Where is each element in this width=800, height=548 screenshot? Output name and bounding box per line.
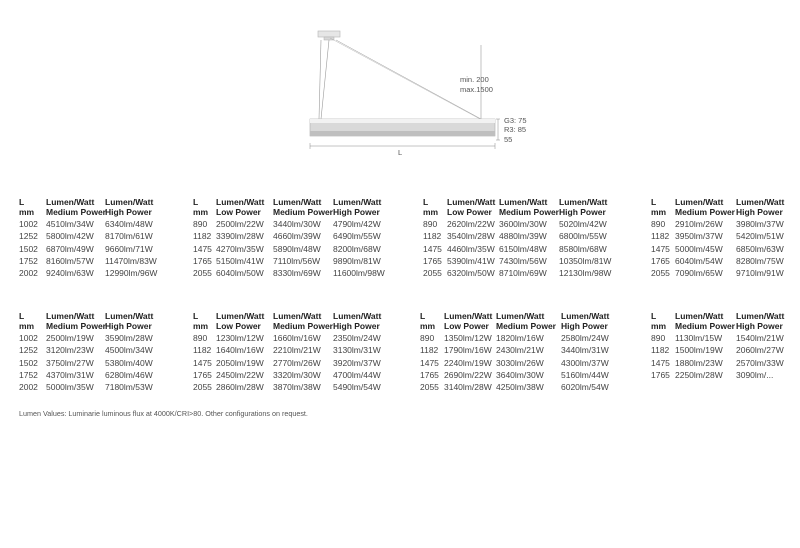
column-header-line2: Medium Power <box>496 321 556 331</box>
column-header <box>273 311 333 331</box>
lumen-watt-cell: 10350lm/81W <box>559 255 612 266</box>
lumen-watt-cell: 2690lm/22W <box>444 369 492 380</box>
lumen-watt-cell: 5000lm/35W <box>46 382 94 393</box>
column-header <box>19 311 34 331</box>
lumen-watt-cell: 9710lm/91W <box>736 268 784 279</box>
column-header-line2: mm <box>423 207 439 217</box>
column-header-line1: Lumen/Watt <box>675 311 724 321</box>
column-header-line1: Lumen/Watt <box>105 311 154 321</box>
lumen-watt-cell: 5800lm/42W <box>46 231 94 242</box>
lumen-watt-cell: 3090lm/... <box>736 369 774 380</box>
length-cell: 1475 <box>651 357 670 368</box>
lumen-watt-cell: 8580lm/68W <box>559 243 607 254</box>
column-header <box>444 311 492 331</box>
lumen-watt-cell: 3600lm/30W <box>499 219 547 229</box>
column-header <box>423 197 438 217</box>
length-cell: 1765 <box>193 369 212 380</box>
column-header-line2: Medium Power <box>273 207 333 217</box>
lumen-watt-cell: 8170lm/61W <box>105 231 153 242</box>
lumen-watt-cell: 4370lm/31W <box>46 369 94 380</box>
length-cell: 890 <box>193 219 208 229</box>
length-cell: 890 <box>193 333 208 343</box>
length-cell: 2002 <box>19 382 38 393</box>
column-header-line1: Lumen/Watt <box>333 197 382 207</box>
length-label: L <box>398 148 403 157</box>
column-header-line1: L <box>651 197 657 207</box>
length-cell: 1752 <box>19 255 38 266</box>
column-header-line2: mm <box>651 207 667 217</box>
lumen-watt-cell: 9240lm/63W <box>46 268 94 279</box>
luminaire-drawing <box>300 25 530 165</box>
column-header-line1: Lumen/Watt <box>46 197 95 207</box>
column-header-line1: Lumen/Watt <box>216 197 265 207</box>
lumen-watt-cell: 2050lm/19W <box>216 357 264 368</box>
column-header-line1: L <box>423 197 429 207</box>
column-header-line2: Low Power <box>444 321 489 331</box>
lumen-watt-cell: 6280lm/46W <box>105 369 153 380</box>
column-header-line2: mm <box>420 321 436 331</box>
column-header-line1: Lumen/Watt <box>675 197 724 207</box>
column-header-line2: High Power <box>736 207 783 217</box>
column-header-line1: Lumen/Watt <box>736 311 785 321</box>
column-header-line2: High Power <box>333 207 380 217</box>
column-header-line2: mm <box>193 321 209 331</box>
lumen-watt-cell: 4510lm/34W <box>46 219 94 229</box>
lumen-watt-cell: 7090lm/65W <box>675 268 723 279</box>
lumen-watt-cell: 1790lm/16W <box>444 345 492 356</box>
column-header-line1: L <box>193 197 199 207</box>
column-header-line1: L <box>651 311 657 321</box>
min-height-label: min. 200 <box>460 75 489 84</box>
lumen-watt-cell: 3540lm/28W <box>447 231 495 242</box>
lumen-watt-cell: 6020lm/54W <box>561 382 609 393</box>
column-header-line2: High Power <box>333 321 380 331</box>
length-cell: 1182 <box>423 231 442 242</box>
lumen-watt-cell: 4660lm/39W <box>273 231 321 242</box>
lumen-watt-cell: 2770lm/26W <box>273 357 321 368</box>
lumen-watt-cell: 9890lm/81W <box>333 255 381 266</box>
column-header-line1: Lumen/Watt <box>216 311 265 321</box>
lumen-watt-cell: 2350lm/24W <box>333 333 381 343</box>
lumen-watt-cell: 4700lm/44W <box>333 369 381 380</box>
length-cell: 1182 <box>193 231 212 242</box>
lumen-watt-cell: 3980lm/37W <box>736 219 784 229</box>
lumen-watt-cell: 3590lm/28W <box>105 333 153 343</box>
lumen-watt-cell: 3120lm/23W <box>46 345 94 356</box>
length-cell: 1182 <box>651 345 670 356</box>
column-header <box>675 311 735 331</box>
lumen-watt-cell: 3390lm/28W <box>216 231 264 242</box>
lumen-watt-cell: 4460lm/35W <box>447 243 495 254</box>
column-header-line1: Lumen/Watt <box>444 311 493 321</box>
column-header <box>216 197 264 217</box>
lumen-watt-cell: 1130lm/15W <box>675 333 723 343</box>
column-header-line1: Lumen/Watt <box>559 197 608 207</box>
lumen-watt-cell: 4250lm/38W <box>496 382 544 393</box>
column-header <box>675 197 735 217</box>
column-header <box>333 311 381 331</box>
lumen-watt-cell: 11600lm/98W <box>333 268 385 279</box>
column-header-line2: Low Power <box>447 207 492 217</box>
column-header <box>651 197 666 217</box>
lumen-watt-cell: 6490lm/55W <box>333 231 381 242</box>
lumen-watt-cell: 6320lm/50W <box>447 268 495 279</box>
column-header-line2: High Power <box>105 321 152 331</box>
lumen-watt-cell: 3140lm/28W <box>444 382 492 393</box>
column-header-line1: Lumen/Watt <box>447 197 496 207</box>
length-cell: 890 <box>420 333 435 343</box>
lumen-watt-cell: 5160lm/44W <box>561 369 609 380</box>
lumen-watt-cell: 3950lm/37W <box>675 231 723 242</box>
column-header <box>651 311 666 331</box>
lumen-watt-cell: 5490lm/54W <box>333 382 381 393</box>
length-cell: 1475 <box>651 243 670 254</box>
column-header-line1: L <box>420 311 426 321</box>
column-header-line1: Lumen/Watt <box>273 311 322 321</box>
lumen-footnote: Lumen Values: Luminarie luminous flux at 4000K/CRI>80. Other configurations on request. <box>19 409 308 418</box>
column-header <box>105 311 153 331</box>
length-cell: 1475 <box>423 243 442 254</box>
lumen-watt-cell: 3870lm/38W <box>273 382 321 393</box>
length-cell: 1765 <box>651 255 670 266</box>
lumen-watt-cell: 4500lm/34W <box>105 345 153 356</box>
length-cell: 1475 <box>193 243 212 254</box>
column-header-line2: Low Power <box>216 321 261 331</box>
column-header-line2: High Power <box>105 207 152 217</box>
lumen-watt-cell: 1820lm/16W <box>496 333 544 343</box>
lumen-watt-cell: 3750lm/27W <box>46 357 94 368</box>
lumen-watt-cell: 1230lm/12W <box>216 333 264 343</box>
length-cell: 890 <box>423 219 438 229</box>
column-header <box>193 197 208 217</box>
lumen-watt-cell: 6870lm/49W <box>46 243 94 254</box>
lumen-watt-cell: 2620lm/22W <box>447 219 495 229</box>
column-header <box>499 197 559 217</box>
column-header-line2: mm <box>193 207 209 217</box>
lumen-watt-cell: 3130lm/31W <box>333 345 381 356</box>
column-header-line1: L <box>193 311 199 321</box>
lumen-watt-cell: 7180lm/53W <box>105 382 153 393</box>
length-cell: 2055 <box>420 382 439 393</box>
length-cell: 1002 <box>19 333 38 343</box>
column-header-line2: mm <box>651 321 667 331</box>
lumen-watt-cell: 2450lm/22W <box>216 369 264 380</box>
column-header-line2: mm <box>19 321 35 331</box>
length-cell: 1002 <box>19 219 38 229</box>
lumen-watt-cell: 3030lm/26W <box>496 357 544 368</box>
length-cell: 1752 <box>19 369 38 380</box>
column-header <box>19 197 34 217</box>
length-cell: 2055 <box>193 268 212 279</box>
column-header-line2: Medium Power <box>273 321 333 331</box>
height-55-label: 55 <box>504 135 513 144</box>
lumen-watt-cell: 8200lm/68W <box>333 243 381 254</box>
lumen-watt-cell: 6340lm/48W <box>105 219 153 229</box>
column-header <box>333 197 381 217</box>
lumen-watt-cell: 1540lm/21W <box>736 333 784 343</box>
length-cell: 2055 <box>423 268 442 279</box>
column-header <box>273 197 333 217</box>
lumen-watt-cell: 5000lm/45W <box>675 243 723 254</box>
lumen-watt-cell: 6850lm/63W <box>736 243 784 254</box>
lumen-watt-cell: 5890lm/48W <box>273 243 321 254</box>
lumen-watt-cell: 8710lm/69W <box>499 268 547 279</box>
lumen-watt-cell: 4790lm/42W <box>333 219 381 229</box>
lumen-watt-cell: 4300lm/37W <box>561 357 609 368</box>
length-cell: 2002 <box>19 268 38 279</box>
lumen-watt-cell: 5020lm/42W <box>559 219 607 229</box>
column-header <box>559 197 607 217</box>
column-header <box>46 197 106 217</box>
lumen-watt-cell: 1500lm/19W <box>675 345 723 356</box>
lumen-watt-cell: 8330lm/69W <box>273 268 321 279</box>
column-header-line2: Medium Power <box>675 321 735 331</box>
column-header-line2: Medium Power <box>46 207 106 217</box>
lumen-watt-cell: 5390lm/41W <box>447 255 495 266</box>
column-header-line1: L <box>19 197 25 207</box>
lumen-watt-cell: 1880lm/23W <box>675 357 723 368</box>
lumen-watt-cell: 4880lm/39W <box>499 231 547 242</box>
lumen-watt-cell: 3440lm/30W <box>273 219 321 229</box>
length-cell: 2055 <box>193 382 212 393</box>
column-header <box>561 311 609 331</box>
lumen-watt-cell: 3440lm/31W <box>561 345 609 356</box>
length-cell: 1252 <box>19 231 38 242</box>
column-header-line1: Lumen/Watt <box>333 311 382 321</box>
lumen-watt-cell: 12130lm/98W <box>559 268 612 279</box>
lumen-watt-cell: 3640lm/30W <box>496 369 544 380</box>
length-cell: 890 <box>651 333 666 343</box>
length-cell: 1765 <box>423 255 442 266</box>
column-header <box>105 197 153 217</box>
lumen-watt-cell: 3920lm/37W <box>333 357 381 368</box>
column-header <box>447 197 495 217</box>
column-header-line1: Lumen/Watt <box>496 311 545 321</box>
height-r3-label: R3: 85 <box>504 125 527 134</box>
lumen-watt-cell: 7430lm/56W <box>499 255 547 266</box>
length-cell: 1765 <box>651 369 670 380</box>
column-header-line2: High Power <box>561 321 608 331</box>
length-cell: 1502 <box>19 243 38 254</box>
column-header-line1: Lumen/Watt <box>105 197 154 207</box>
lumen-watt-cell: 2860lm/28W <box>216 382 264 393</box>
column-header-line2: High Power <box>559 207 606 217</box>
column-header <box>736 311 784 331</box>
length-cell: 1475 <box>193 357 212 368</box>
column-header-line1: Lumen/Watt <box>46 311 95 321</box>
lumen-watt-cell: 8160lm/57W <box>46 255 94 266</box>
lumen-watt-cell: 8280lm/75W <box>736 255 784 266</box>
column-header-line1: Lumen/Watt <box>561 311 610 321</box>
lumen-watt-cell: 7110lm/56W <box>273 255 321 266</box>
lumen-watt-cell: 9660lm/71W <box>105 243 153 254</box>
height-g3-label: G3: 75 <box>504 116 527 125</box>
lumen-watt-cell: 1640lm/16W <box>216 345 264 356</box>
column-header-line2: Medium Power <box>499 207 559 217</box>
length-cell: 1182 <box>420 345 439 356</box>
length-cell: 1182 <box>193 345 212 356</box>
lumen-watt-cell: 12990lm/96W <box>105 268 158 279</box>
lumen-watt-cell: 2240lm/19W <box>444 357 492 368</box>
column-header <box>46 311 106 331</box>
length-cell: 1765 <box>193 255 212 266</box>
column-header-line2: mm <box>19 207 35 217</box>
length-cell: 1182 <box>651 231 670 242</box>
lumen-watt-cell: 1350lm/12W <box>444 333 492 343</box>
lumen-watt-cell: 3320lm/30W <box>273 369 321 380</box>
lumen-watt-cell: 2910lm/26W <box>675 219 723 229</box>
column-header <box>420 311 435 331</box>
column-header-line2: Low Power <box>216 207 261 217</box>
column-header <box>736 197 784 217</box>
lumen-watt-cell: 6150lm/48W <box>499 243 547 254</box>
max-height-label: max.1500 <box>460 85 493 94</box>
length-cell: 2055 <box>651 268 670 279</box>
column-header-line2: High Power <box>736 321 783 331</box>
lumen-watt-cell: 6040lm/50W <box>216 268 264 279</box>
length-cell: 1475 <box>420 357 439 368</box>
column-header-line1: L <box>19 311 25 321</box>
lumen-watt-cell: 5150lm/41W <box>216 255 264 266</box>
lumen-watt-cell: 2250lm/28W <box>675 369 723 380</box>
lumen-watt-cell: 5380lm/40W <box>105 357 153 368</box>
lumen-watt-cell: 2060lm/27W <box>736 345 784 356</box>
lumen-watt-cell: 2430lm/21W <box>496 345 544 356</box>
column-header <box>193 311 208 331</box>
luminaire-outline-icon <box>300 25 530 165</box>
column-header-line2: Medium Power <box>675 207 735 217</box>
column-header-line1: Lumen/Watt <box>273 197 322 207</box>
lumen-watt-cell: 5420lm/51W <box>736 231 784 242</box>
length-cell: 1765 <box>420 369 439 380</box>
lumen-watt-cell: 2580lm/24W <box>561 333 609 343</box>
lumen-watt-cell: 2500lm/22W <box>216 219 264 229</box>
column-header <box>216 311 264 331</box>
length-cell: 1252 <box>19 345 38 356</box>
column-header-line1: Lumen/Watt <box>736 197 785 207</box>
lumen-watt-cell: 2570lm/33W <box>736 357 784 368</box>
lumen-watt-cell: 2210lm/21W <box>273 345 321 356</box>
length-cell: 1502 <box>19 357 38 368</box>
lumen-watt-cell: 4270lm/35W <box>216 243 264 254</box>
lumen-watt-cell: 1660lm/16W <box>273 333 321 343</box>
column-header <box>496 311 556 331</box>
lumen-watt-cell: 2500lm/19W <box>46 333 94 343</box>
column-header-line2: Medium Power <box>46 321 106 331</box>
lumen-watt-cell: 11470lm/83W <box>105 255 157 266</box>
lumen-watt-cell: 6800lm/55W <box>559 231 607 242</box>
length-cell: 890 <box>651 219 666 229</box>
lumen-watt-cell: 6040lm/54W <box>675 255 723 266</box>
column-header-line1: Lumen/Watt <box>499 197 548 207</box>
